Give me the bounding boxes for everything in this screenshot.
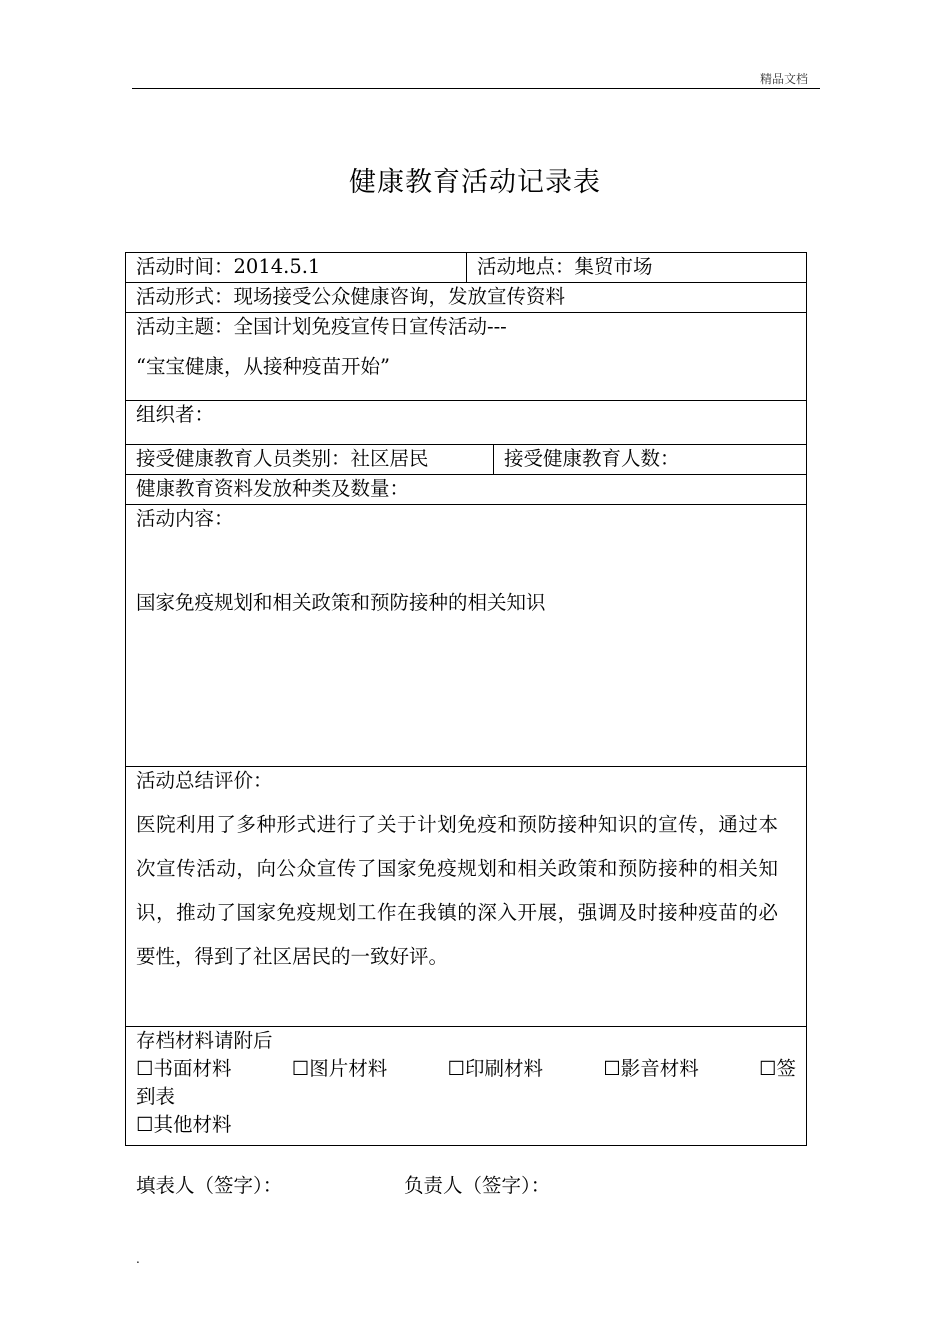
checkbox-images[interactable]: ☐图片材料 — [291, 1057, 388, 1080]
audience-count: 接受健康教育人数： — [504, 447, 680, 470]
audience-type: 接受健康教育人员类别：社区居民 — [126, 445, 494, 474]
archive-label: 存档材料请附后 — [136, 1029, 273, 1052]
row-organizer — [126, 401, 806, 445]
header-rule — [132, 88, 820, 89]
activity-theme-line1: 活动主题：全国计划免疫宣传日宣传活动--- — [136, 315, 507, 338]
responsible-signature: 负责人（签字）： — [404, 1174, 551, 1197]
summary-label: 活动总结评价： — [136, 769, 273, 792]
checkbox-media[interactable]: ☐影音材料 — [603, 1057, 699, 1080]
filler-signature: 填表人（签字）： — [136, 1174, 283, 1197]
record-form-table — [125, 252, 807, 1146]
signature-row — [136, 1170, 550, 1198]
materials-label: 健康教育资料发放种类及数量： — [136, 477, 410, 500]
page-title: 健康教育活动记录表 — [349, 167, 601, 198]
checkbox-row — [126, 1055, 806, 1083]
content-body: 国家免疫规划和相关政策和预防接种的相关知识 — [136, 591, 546, 614]
content-label: 活动内容： — [136, 507, 234, 530]
row-format — [126, 283, 806, 313]
activity-time: 活动时间：2014.5.1 — [126, 253, 467, 282]
row-archive — [126, 1027, 806, 1145]
row-audience — [126, 445, 806, 475]
checkbox-written[interactable]: ☐书面材料 — [136, 1057, 232, 1080]
organizer-label: 组织者： — [136, 403, 215, 426]
checkbox-printed[interactable]: ☐印刷材料 — [447, 1057, 543, 1080]
footer-mark: . — [136, 1252, 140, 1266]
row-time-place — [126, 253, 806, 283]
checkbox-signin[interactable]: ☐签 — [759, 1057, 796, 1080]
row-materials — [126, 475, 806, 505]
checkbox-other[interactable]: ☐其他材料 — [136, 1113, 232, 1136]
row-content — [126, 505, 806, 767]
row-summary — [126, 767, 806, 1027]
activity-place: 活动地点：集贸市场 — [477, 255, 653, 278]
activity-format: 活动形式：现场接受公众健康咨询，发放宣传资料 — [136, 285, 566, 308]
row-theme — [126, 313, 806, 401]
header-tag: 精品文档 — [760, 72, 809, 86]
summary-body: 医院利用了多种形式进行了关于计划免疫和预防接种知识的宣传，通过本次宣传活动，向公众宣传了国家免疫规划和相关政策和预防接种的相关知识，推动了国家免疫规划工作在我镇的深入开展，强调及时接种疫苗的必要性，得到了社区居民的一致好评。 — [136, 813, 778, 968]
activity-theme-line2: “宝宝健康，从接种疫苗开始” — [136, 355, 390, 378]
checkbox-signin-wrap: 到表 — [136, 1085, 176, 1108]
